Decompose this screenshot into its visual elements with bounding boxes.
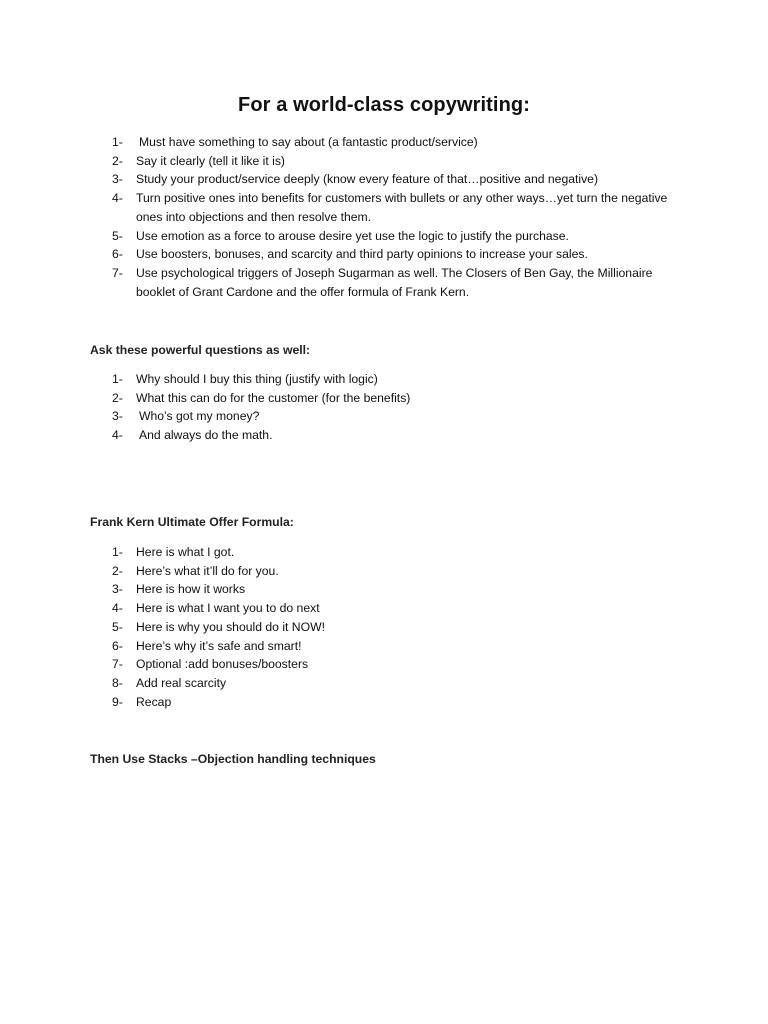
list-item-text: Study your product/service deeply (know every feature of that…positive and negative) bbox=[136, 172, 599, 187]
list-item-text: Who’s got my money? bbox=[139, 409, 260, 424]
list-item-text: Here’s why it’s safe and smart! bbox=[136, 638, 302, 653]
questions-list bbox=[112, 370, 672, 445]
list-item-number: 8- bbox=[112, 675, 123, 690]
list-item bbox=[112, 618, 672, 637]
list-item-number: 6- bbox=[112, 247, 123, 262]
questions-heading: Ask these powerful questions as well: bbox=[90, 343, 311, 357]
list-item bbox=[112, 389, 672, 408]
list-item-number: 1- bbox=[112, 545, 123, 559]
list-item-number: 3- bbox=[112, 172, 123, 187]
list-item bbox=[112, 543, 672, 562]
list-item bbox=[112, 189, 672, 226]
list-item bbox=[112, 370, 672, 389]
list-item-text: Here’s what it’ll do for you. bbox=[136, 563, 279, 578]
list-item bbox=[112, 152, 672, 171]
list-item bbox=[112, 562, 672, 581]
list-item bbox=[112, 674, 672, 693]
list-item-number: 4- bbox=[112, 191, 123, 206]
list-item-text: Must have something to say about (a fantastic product/service) bbox=[139, 135, 478, 149]
list-item-number: 5- bbox=[112, 228, 123, 243]
objection-handling-heading: Then Use Stacks –Objection handling techniques bbox=[90, 752, 376, 766]
list-item-text: Use boosters, bonuses, and scarcity and third party opinions to increase your sales. bbox=[136, 247, 588, 262]
list-item bbox=[112, 407, 672, 426]
list-item-text: Add real scarcity bbox=[136, 675, 227, 690]
list-item-number: 3- bbox=[112, 409, 123, 424]
list-item bbox=[112, 693, 672, 712]
list-item-text: Optional :add bonuses/boosters bbox=[136, 657, 309, 672]
list-item-number: 9- bbox=[112, 694, 123, 709]
list-item-number: 7- bbox=[112, 265, 123, 280]
list-item bbox=[112, 227, 672, 246]
list-item-number: 4- bbox=[112, 428, 123, 443]
list-item-text: And always do the math. bbox=[139, 428, 273, 443]
list-item bbox=[112, 170, 672, 189]
page-title: For a world-class copywriting: bbox=[238, 94, 530, 116]
list-item-text: Recap bbox=[136, 694, 172, 709]
list-item-number: 2- bbox=[112, 563, 123, 578]
list-item-number: 6- bbox=[112, 638, 123, 653]
list-item-text: What this can do for the customer (for the benefits) bbox=[136, 390, 411, 405]
list-item-text: Here is what I want you to do next bbox=[136, 601, 320, 616]
list-item bbox=[112, 599, 672, 618]
list-item bbox=[112, 133, 672, 152]
list-item bbox=[112, 245, 672, 264]
list-item-text: Use psychological triggers of Joseph Sugarman as well. The Closers of Ben Gay, the Millionaire booklet of Grant Cardone and the offer formula of Frank Kern. bbox=[136, 265, 653, 299]
list-item bbox=[112, 426, 672, 445]
list-item-text: Say it clearly (tell it like it is) bbox=[136, 153, 285, 168]
offer-formula-list bbox=[112, 543, 672, 711]
list-item-number: 4- bbox=[112, 601, 123, 616]
list-item-number: 1- bbox=[112, 135, 123, 149]
list-item bbox=[112, 264, 672, 301]
list-item-number: 5- bbox=[112, 619, 123, 634]
list-item-text: Why should I buy this thing (justify with logic) bbox=[136, 372, 378, 386]
offer-formula-heading: Frank Kern Ultimate Offer Formula: bbox=[90, 515, 294, 529]
copywriting-rules-list bbox=[112, 133, 672, 301]
list-item-text: Here is why you should do it NOW! bbox=[136, 619, 325, 634]
list-item-number: 2- bbox=[112, 390, 123, 405]
list-item bbox=[112, 655, 672, 674]
list-item-number: 2- bbox=[112, 153, 123, 168]
list-item bbox=[112, 580, 672, 599]
list-item-number: 3- bbox=[112, 582, 123, 597]
list-item-text: Here is what I got. bbox=[136, 545, 235, 559]
list-item-number: 7- bbox=[112, 657, 123, 672]
list-item-number: 1- bbox=[112, 372, 123, 386]
list-item bbox=[112, 637, 672, 656]
list-item-text: Here is how it works bbox=[136, 582, 246, 597]
list-item-text: Turn positive ones into benefits for customers with bullets or any other ways…yet turn the negative ones into objections and then resolve them. bbox=[136, 191, 668, 224]
list-item-text: Use emotion as a force to arouse desire yet use the logic to justify the purchase. bbox=[136, 228, 569, 243]
